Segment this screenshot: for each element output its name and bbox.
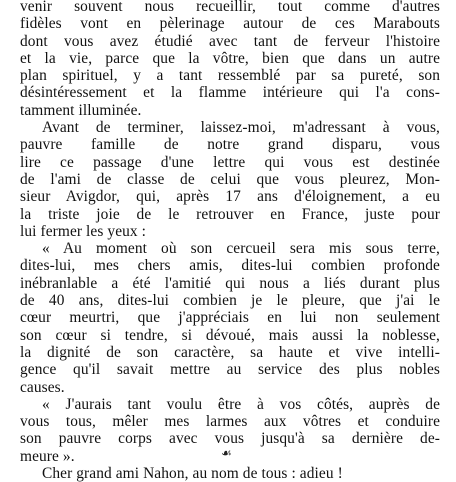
text-line: lire ce passage d'une lettre qui vous est destinée: [20, 153, 440, 171]
text-line: dont vous avez étudié avec tant de ferveur l'histoire: [20, 32, 440, 50]
text-line: tamment illuminée.: [20, 101, 142, 119]
text-line: fidèles vont en pèlerinage autour de ces Marabouts: [20, 15, 440, 33]
closing-line: Cher grand ami Nahon, au nom de tous : adieu !: [42, 465, 343, 482]
text-line: gence qu'il savait mettre au service des plus nobles: [20, 361, 440, 379]
text-line: de 40 ans, dites-lui combien je le pleure, que j'ai le: [20, 292, 440, 310]
text-line: lui fermer les yeux :: [20, 222, 147, 240]
text-line: cœur meurtri, que j'appréciais en lui non seulement: [20, 309, 440, 327]
text-line: plan spirituel, y a tant ressemblé par sa pureté, son: [20, 67, 440, 85]
text-line: son pauvre corps avec vous jusqu'à sa dernière de-: [20, 430, 440, 448]
text-line: son cœur si tendre, si dévoué, mais aussi la noblesse,: [20, 326, 440, 344]
text-line: dites-lui, mes chers amis, dites-lui combien profonde: [20, 257, 440, 275]
ornament-icon: ☙: [221, 446, 232, 460]
text-line: « Au moment où son cercueil sera mis sous terre,: [42, 240, 440, 258]
text-line: sieur Avigdor, qui, après 17 ans d'éloignement, a eu: [20, 188, 440, 206]
text-line: Avant de terminer, laissez-moi, m'adressant à vous,: [42, 119, 440, 137]
text-line: meure ».: [20, 447, 75, 465]
text-line: venir souvent nous recueillir, tout comme d'autres: [20, 0, 440, 15]
text-line: pauvre famille de notre grand disparu, vous: [20, 136, 440, 154]
text-line: causes.: [20, 378, 65, 396]
text-line: et la vie, parce que la vôtre, bien que dans un autre: [20, 49, 440, 67]
text-line: la triste joie de le retrouver en France, juste pour: [20, 205, 440, 223]
text-line: inébranlable a été l'amitié qui nous a liés durant plus: [20, 274, 440, 292]
text-line: de l'ami de classe de celui que vous pleurez, Mon-: [20, 170, 440, 188]
body-text: [20, 0, 440, 482]
text-line: désintéressement et la flamme intérieure qui l'a cons-: [20, 84, 440, 102]
text-line: vous tous, mêler mes larmes aux vôtres et conduire: [20, 413, 440, 431]
text-line: la dignité de son caractère, sa haute et vive intelli-: [20, 343, 440, 361]
text-line: « J'aurais tant voulu être à vos côtés, auprès de: [42, 395, 440, 413]
